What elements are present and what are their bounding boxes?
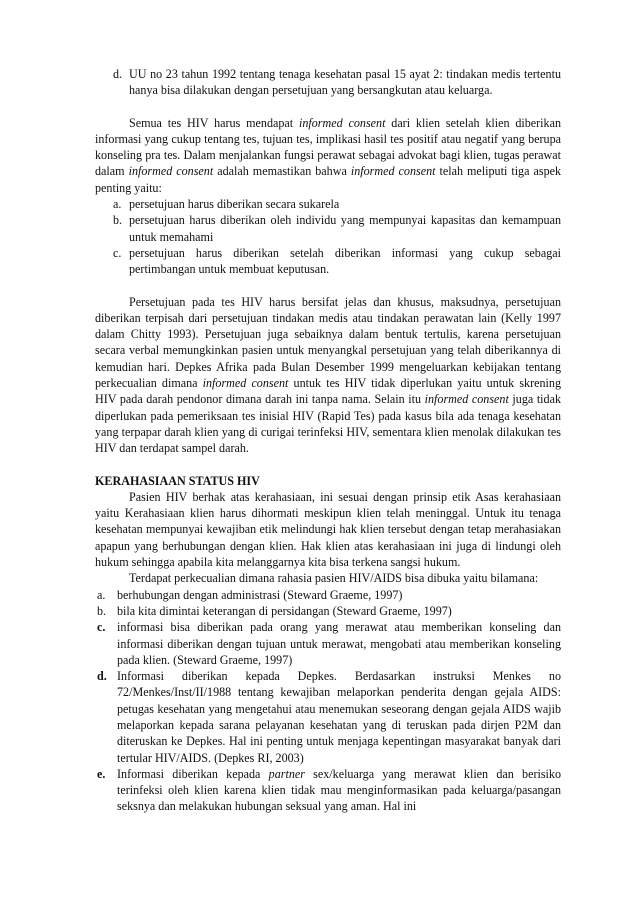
list-item-d-uu-1992 — [95, 66, 561, 99]
list-marker: d. — [97, 669, 107, 684]
paragraph-written-consent: Persetujuan pada tes HIV harus bersifat jelas dan khusus, maksudnya, persetujuan diberikan terpisah dari persetujuan tindakan medis atau tindakan perawatan lain (Kelly 1997 dalam Chitty 1993). Persetujuan juga sebaiknya dalam bentuk tertulis, karena persetujuan secara verbal memungkinkan pasien untuk menyangkal persetujuan yang telah diberikannya di kemudian hari. Depkes Afrika pada Bulan Desember 1999 mengeluarkan kebijakan tentang perkecualian dimana informed consent untuk tes HIV tidak diperlukan yaitu untuk skrening HIV pada darah pendonor dimana darah ini tanpa nama. Selain itu informed consent juga tidak diperlukan pada pemeriksaan tes inisial HIV (Rapid Tes) pada kasus bila ada tenaga kesehatan yang terpapar darah klien yang di curigai terinfeksi HIV, sementara klien menolak dilakukan tes HIV dan terdapat sampel darah. — [95, 294, 562, 456]
list-marker: c. — [97, 620, 106, 635]
list-item-text: UU no 23 tahun 1992 tentang tenaga kesehatan pasal 15 ayat 2: tindakan medis tertentu hanya bisa dilakukan dengan persetujuan yang bersangkutan atau keluarga. — [129, 67, 561, 98]
list-marker: c. — [113, 245, 122, 260]
list-marker: d. — [113, 67, 123, 81]
list-marker: a. — [97, 587, 106, 602]
list-item-exception-d — [95, 668, 561, 766]
list-item-text: persetujuan harus diberikan oleh individu yang mempunyai kapasitas dan kemampuan untuk memahami — [129, 213, 561, 244]
list-item-exception-e — [95, 766, 561, 815]
document-page — [95, 66, 561, 815]
list-marker: b. — [97, 603, 107, 618]
list-item-exception-b — [95, 603, 561, 619]
list-item-exception-a — [95, 587, 561, 603]
list-marker: a. — [113, 197, 122, 212]
list-item-text: Informasi diberikan kepada partner sex/keluarga yang merawat klien dan berisiko terinfeksi oleh klien karena klien tidak mau menginformasikan pada keluarga/pasangan seksnya dan melakukan hubungan seksual yang aman. Hal ini — [117, 766, 561, 814]
paragraph-exceptions-intro: Terdapat perkecualian dimana rahasia pasien HIV/AIDS bisa dibuka yaitu bilamana: — [129, 571, 539, 586]
list-item-text: persetujuan harus diberikan secara sukarela — [129, 197, 340, 212]
list-item-text: Informasi diberikan kepada Depkes. Berdasarkan instruksi Menkes no 72/Menkes/Inst/II/1988 tentang kewajiban melaporkan penderita dengan gejala AIDS: petugas kesehatan yang mengetahui atau menemukan seseorang dengan gejala AIDS wajib melaporkan kepada sarana pelayanan kesehatan yang di teruskan pada dirjen P2M dan diteruskan ke Depkes. Hal ini penting untuk menjaga kepentingan masyarakat banyak dari tertular HIV/AIDS. (Depkes RI, 2003) — [117, 669, 561, 765]
list-item-text: informasi bisa diberikan pada orang yang merawat atau memberikan konseling dan informasi diberikan dengan tujuan untuk merawat, mengobati atau memberikan konseling pada klien. (Steward Graeme, 1997) — [117, 620, 561, 667]
list-item-text: berhubungan dengan administrasi (Steward Graeme, 1997) — [117, 587, 403, 602]
list-marker: b. — [113, 213, 123, 228]
list-item-text: bila kita dimintai keterangan di persidangan (Steward Graeme, 1997) — [117, 603, 452, 618]
section-heading: KERAHASIAAN STATUS HIV — [95, 473, 260, 488]
paragraph-confidentiality: Pasien HIV berhak atas kerahasiaan, ini sesuai dengan prinsip etik Asas kerahasiaan yaitu Kerahasiaan klien harus dihormati meskipun klien telah meninggal. Untuk itu tenaga kesehatan mempunyai kewajiban etik melindungi hak klien tersebut dengan tetap merahasiakan apapun yang berhubungan dengan klien. Hak klien atas kerahasiaan ini juga di lindungi oleh hukum sehingga apabila kita melanggarnya kita bisa terkena sangsi hukum. — [95, 489, 561, 570]
paragraph-informed-consent: Semua tes HIV harus mendapat informed consent dari klien setelah klien diberikan informasi yang cukup tentang tes, tujuan tes, implikasi hasil tes positif atau negatif yang berupa konseling pra tes. Dalam menjalankan fungsi perawat sebagai advokat bagi klien, tugas perawat dalam informed consent adalah memastikan bahwa informed consent telah meliputi tiga aspek penting yaitu: — [95, 115, 562, 195]
list-item-aspect-a — [95, 196, 561, 212]
list-item-text: persetujuan harus diberikan setelah diberikan informasi yang cukup sebagai pertimbangan untuk membuat keputusan. — [129, 245, 561, 277]
list-item-aspect-b — [95, 212, 561, 245]
list-marker: e. — [97, 766, 106, 781]
list-item-aspect-c — [95, 245, 561, 278]
list-item-exception-c — [95, 619, 561, 668]
